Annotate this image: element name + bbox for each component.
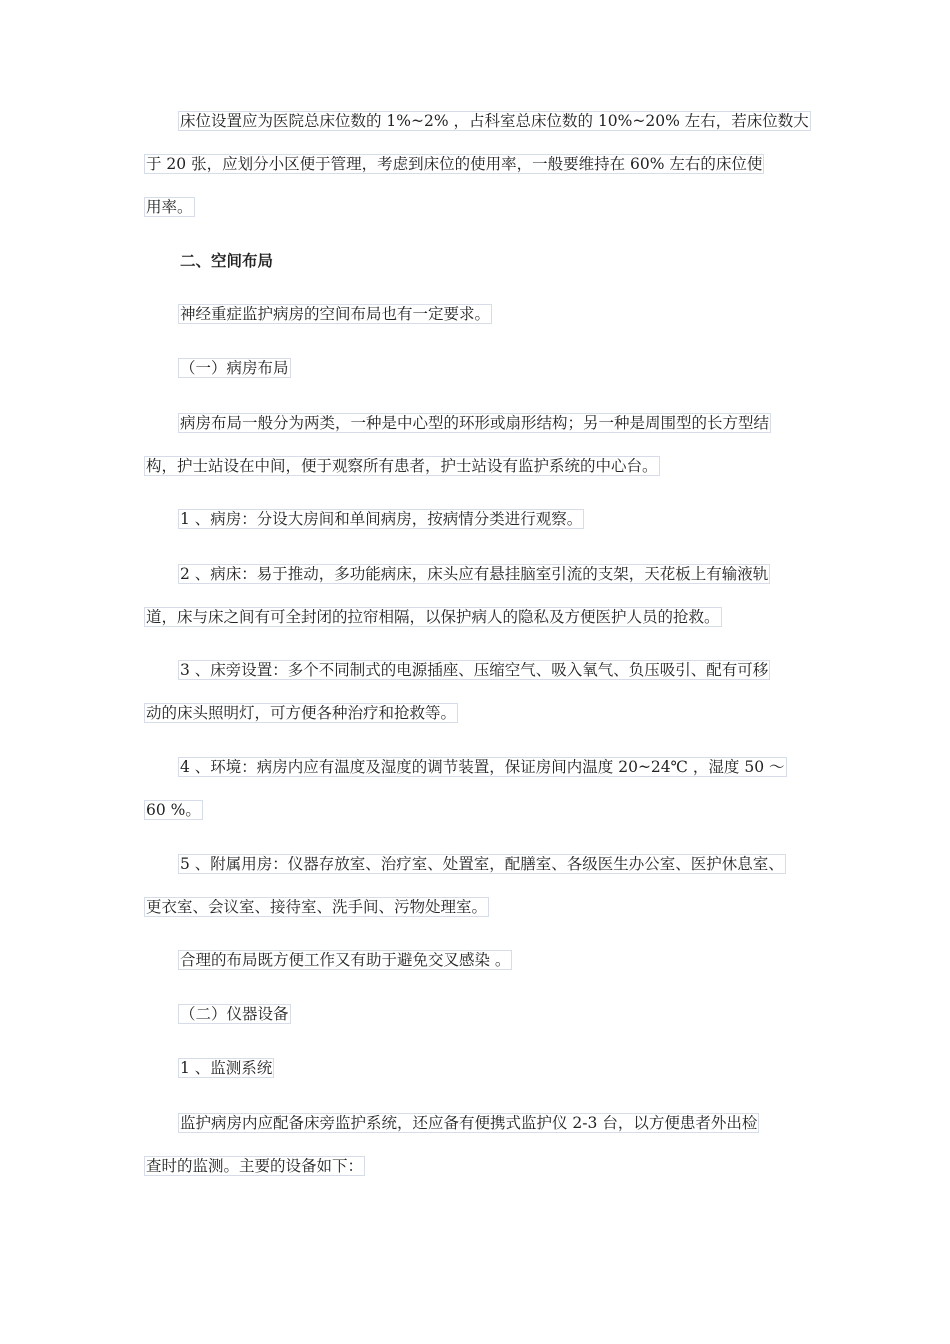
text-line: 2 、病床：易于推动，多功能病床，床头应有悬挂脑室引流的支架，天花板上有输液轨 <box>180 565 769 583</box>
text-line: 60 %。 <box>146 801 201 819</box>
text-line: 4 、环境：病房内应有温度及湿度的调节装置，保证房间内温度 20~24℃ ，湿度 50 ～ <box>180 758 785 776</box>
paragraph-monitor-equipment <box>144 1102 824 1188</box>
subheading-ward-layout <box>144 347 824 390</box>
paragraph-ward-types <box>144 402 824 488</box>
text-line: 监护病房内应配备床旁监护系统，还应备有便携式监护仪 2-3 台，以方便患者外出检 <box>180 1114 758 1132</box>
text-line: 道，床与床之间有可全封闭的拉帘相隔，以保护病人的隐私及方便医护人员的抢救。 <box>146 608 720 626</box>
paragraph-bed-setup <box>144 100 824 229</box>
text-line: 合理的布局既方便工作又有助于避免交叉感染 。 <box>180 951 511 969</box>
paragraph-layout-intro <box>144 293 824 336</box>
text-line: 病房布局一般分为两类，一种是中心型的环形或扇形结构；另一种是周围型的长方型结 <box>180 414 770 432</box>
paragraph-auxiliary-rooms <box>144 843 824 929</box>
paragraph-beds <box>144 553 824 639</box>
subheading-text: （二）仪器设备 <box>180 1005 289 1023</box>
paragraph-bedside-setup <box>144 649 824 735</box>
text-line: 查时的监测。主要的设备如下： <box>146 1157 364 1175</box>
text-line: 用率。 <box>146 198 193 216</box>
heading-space-layout <box>144 239 824 282</box>
subheading-text: （一）病房布局 <box>180 359 289 377</box>
heading-text: 二、空间布局 <box>180 251 274 270</box>
paragraph-layout-summary <box>144 939 824 982</box>
paragraph-monitoring-system <box>144 1047 824 1090</box>
text-line: 床位设置应为医院总床位数的 1%~2% ，占科室总床位数的 10%~20% 左右，若床位数大 <box>180 112 809 130</box>
text-line: 1 、监测系统 <box>180 1059 273 1077</box>
text-line: 1 、病房：分设大房间和单间病房，按病情分类进行观察。 <box>180 510 583 528</box>
paragraph-environment <box>144 746 824 832</box>
text-line: 于 20 张，应划分小区便于管理，考虑到床位的使用率，一般要维持在 60% 左右的床位使 <box>146 155 763 173</box>
text-line: 5 、附属用房：仪器存放室、治疗室、处置室，配膳室、各级医生办公室、医护休息室、 <box>180 855 784 873</box>
text-line: 动的床头照明灯，可方便各种治疗和抢救等。 <box>146 704 457 722</box>
text-line: 更衣室、会议室、接待室、洗手间、污物处理室。 <box>146 898 488 916</box>
subheading-equipment <box>144 993 824 1036</box>
text-line: 3 、床旁设置：多个不同制式的电源插座、压缩空气、吸入氧气、负压吸引、配有可移 <box>180 661 769 679</box>
paragraph-ward-rooms <box>144 498 824 541</box>
text-line: 构，护士站设在中间，便于观察所有患者，护士站设有监护系统的中心台。 <box>146 457 658 475</box>
text-line: 神经重症监护病房的空间布局也有一定要求。 <box>180 305 491 323</box>
